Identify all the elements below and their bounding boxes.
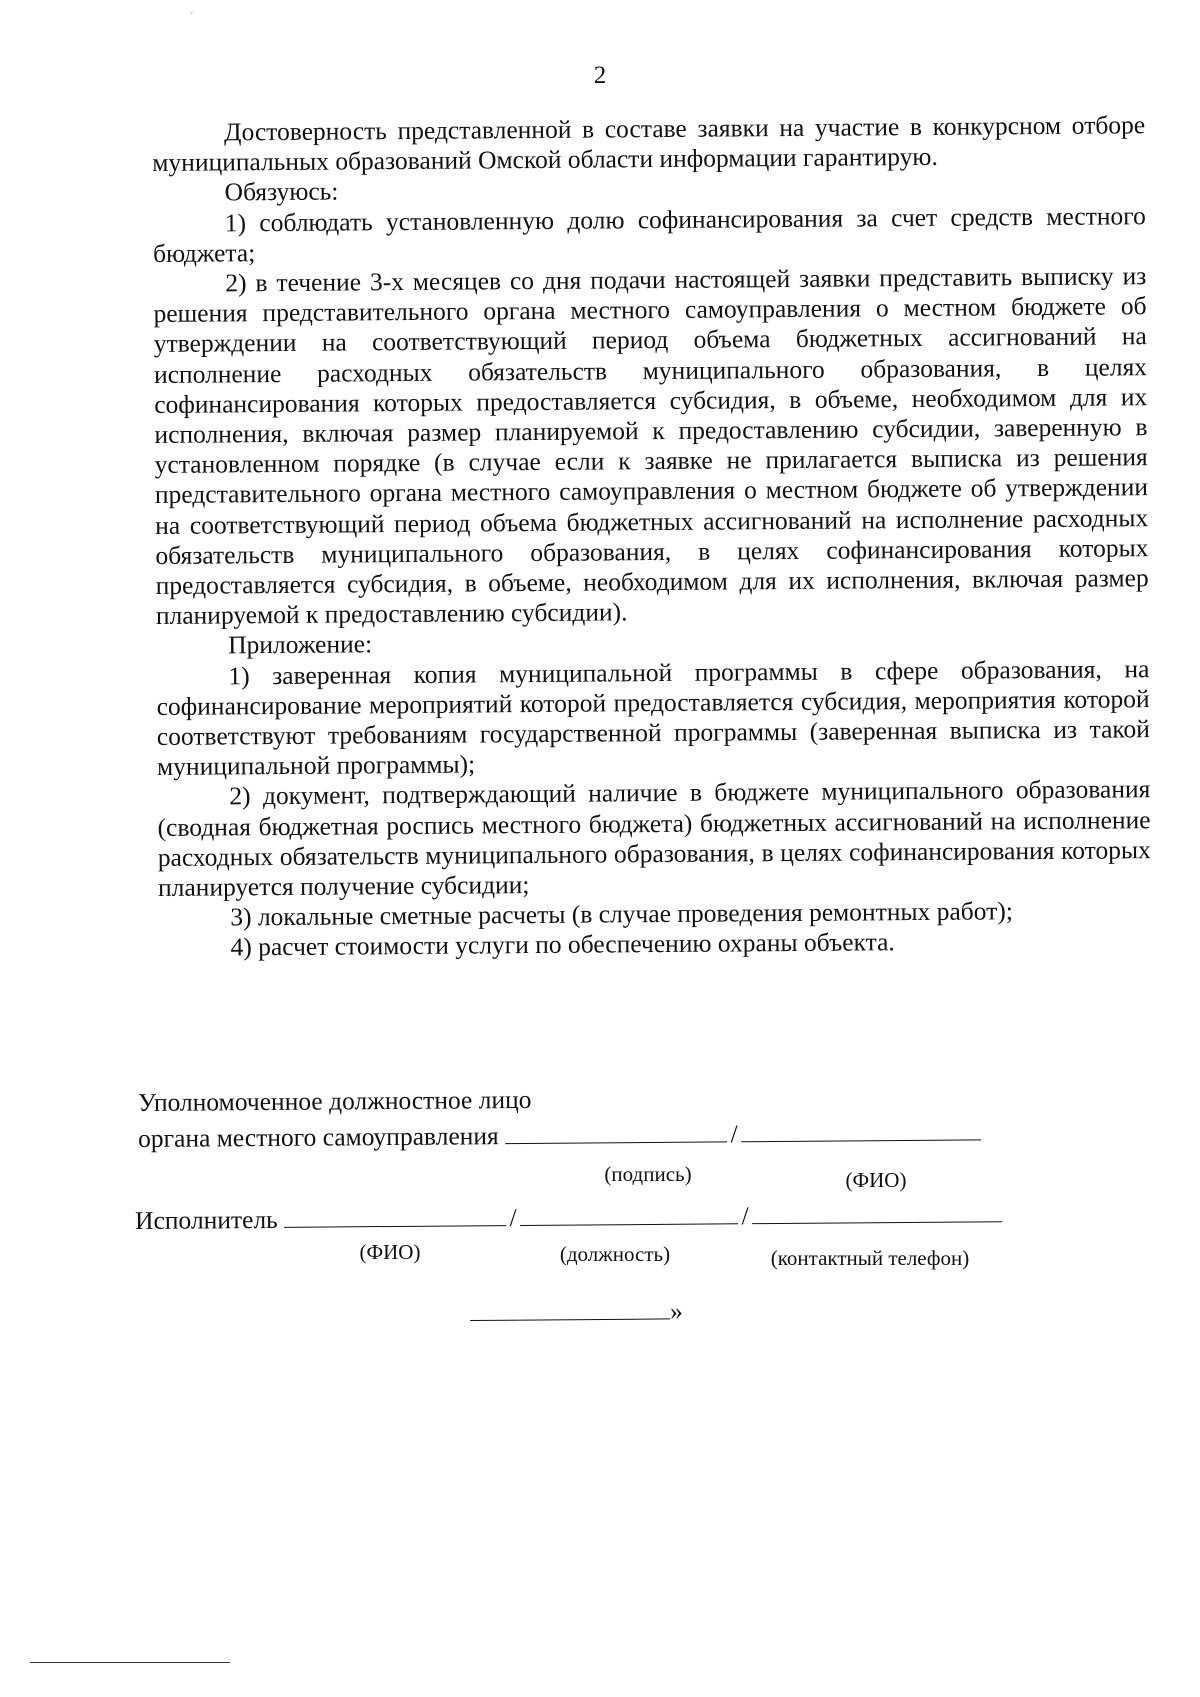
executor-label: Исполнитель <box>135 1204 278 1235</box>
appendix-item-1: 1) заверенная копия муниципальной программы в сфере образования, на софинансирование мероприятий которой предоставляется субсидия, мероприятия которой соответствуют требованиям государственной программы (заверенная выписка из такой муниципальной программы); <box>156 653 1150 782</box>
slash-separator-2: / <box>741 1201 749 1231</box>
footer-rule <box>30 1662 230 1663</box>
slash-separator-1: / <box>509 1203 517 1233</box>
executor-phone-line <box>752 1220 1002 1224</box>
executor-position-line <box>520 1222 738 1226</box>
closing-line <box>470 1317 670 1321</box>
official-title-text-2: органа местного самоуправления <box>138 1121 499 1153</box>
document-body <box>152 110 1152 963</box>
executor-row <box>135 1199 1075 1236</box>
page-number: 2 <box>593 62 607 89</box>
caption-signature: (подпись) <box>604 1162 692 1186</box>
caption-fio: (ФИО) <box>845 1168 907 1192</box>
executor-fio-line <box>284 1224 506 1228</box>
obligation-item-2: 2) в течение 3-х месяцев со дня подачи настоящей заявки представить выписку из решения представительного органа местного самоуправления о местном бюджете об утверждении на соответствующий период объема бюджетных ассигнований на исполнение расходных обязательств муниципального образования, в целях софинансирования которых предоставляется субсидия, в объеме, необходимом для их исполнения, включая размер планируемой к предоставлению субсидии, заверенную в установленном порядке (в случае если к заявке не прилагается выписка из решения представительного органа местного самоуправления о местном бюджете об утверждении на соответствующий период объема бюджетных ассигнований на исполнение расходных обязательств муниципального образования, в целях софинансирования которых предоставляется субсидия, в объеме, необходимом для их исполнения, включая размер планируемой к предоставлению субсидии). <box>153 261 1149 631</box>
scan-mark: ´ <box>190 12 194 23</box>
caption-executor-fio: (ФИО) <box>359 1240 421 1264</box>
slash-separator: / <box>730 1119 738 1149</box>
paragraph-guarantee: Достоверность представленной в составе заявки на участие в конкурсном отборе муниципальных образований Омской области информации гарантирую. <box>152 110 1146 178</box>
appendix-item-4: 4) расчет стоимости услуги по обеспечению охраны объекта. <box>230 927 895 962</box>
official-title-text-1: Уполномоченное должностное лицо <box>138 1084 532 1117</box>
signature-line <box>505 1140 727 1144</box>
caption-phone: (контактный телефон) <box>770 1246 970 1270</box>
appendix-item-2: 2) документ, подтверждающий наличие в бюджете муниципального образования (сводная бюджетная роспись местного бюджета) бюджетных ассигнований на исполнение расходных обязательств муниципального образования, в целях софинансирования которых планируется получение субсидии; <box>157 774 1151 903</box>
closing-quote: » <box>669 1296 683 1326</box>
fio-line <box>741 1138 981 1142</box>
caption-position: (должность) <box>559 1242 671 1266</box>
heading-appendix: Приложение: <box>228 629 373 660</box>
heading-obligations: Обязуюсь: <box>224 176 339 207</box>
obligation-item-1: 1) соблюдать установленную долю софинансирования за счет средств местного бюджета; <box>152 200 1146 268</box>
closing-row <box>470 1296 770 1328</box>
official-title-line1 <box>138 1081 1078 1118</box>
official-signature-row <box>138 1117 1078 1154</box>
appendix-item-3: 3) локальные сметные расчеты (в случае проведения ремонтных работ); <box>230 896 1013 932</box>
